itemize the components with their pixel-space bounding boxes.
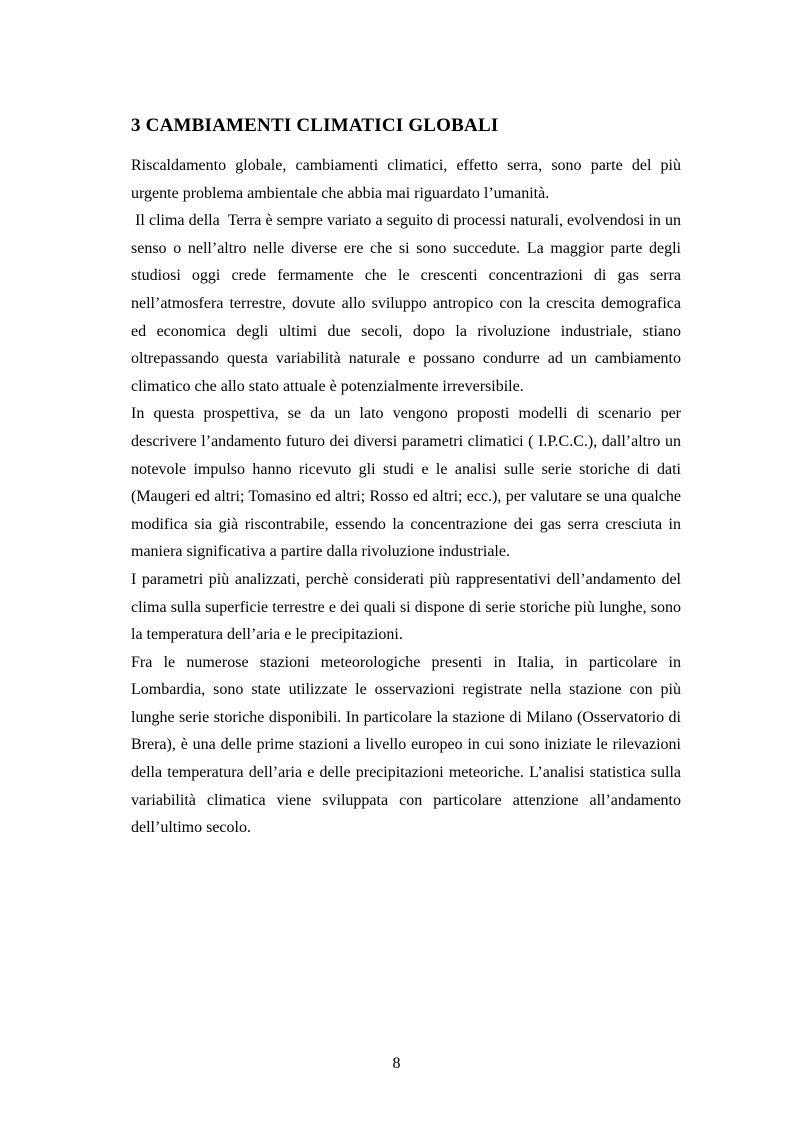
- paragraph-parameters: I parametri più analizzati, perchè considerati più rappresentativi dell’andamento del clima sulla superficie terrestre e dei quali si dispone di serie storiche più lunghe, sono la temperatura dell’aria e le precipitazioni.: [131, 570, 681, 644]
- body-text: [131, 152, 681, 842]
- chapter-heading: 3 CAMBIAMENTI CLIMATICI GLOBALI: [131, 115, 499, 136]
- paragraph-stations: Fra le numerose stazioni meteorologiche presenti in Italia, in particolare in Lombardia, sono state utilizzate le osservazioni registrate nella stazione con più lunghe serie storiche disponibili. In particolare la stazione di Milano (Osservatorio di Brera), è una delle prime stazioni a livello europeo in cui sono iniziate le rilevazioni della temperatura dell’aria e delle precipitazioni meteoriche. L’analisi statistica sulla variabilità climatica viene sviluppata con particolare attenzione all’andamento dell’ultimo secolo.: [131, 653, 681, 837]
- paragraph-perspective: In questa prospettiva, se da un lato vengono proposti modelli di scenario per descrivere l’andamento futuro dei diversi parametri climatici ( I.P.C.C.), dall’altro un notevole impulso hanno ricevuto gli studi e le analisi sulle serie storiche di dati (Maugeri ed altri; Tomasino ed altri; Rosso ed altri; ecc.), per valutare se una qualche modifica sia già riscontrabile, essendo la concentrazione dei gas serra cresciuta in maniera significativa a partire dalla rivoluzione industriale.: [131, 405, 681, 561]
- page-number: 8: [392, 1055, 401, 1072]
- paragraph-intro: Riscaldamento globale, cambiamenti climatici, effetto serra, sono parte del più urgente problema ambientale che abbia mai riguardato l’umanità.: [131, 157, 681, 202]
- paragraph-climate-history: Il clima della Terra è sempre variato a seguito di processi naturali, evolvendosi in un senso o nell’altro nelle diverse ere che si sono succedute. La maggior parte degli studiosi oggi crede fermamente che le crescenti concentrazioni di gas serra nell’atmosfera terrestre, dovute allo sviluppo antropico con la crescita demografica ed economica degli ultimi due secoli, dopo la rivoluzione industriale, stiano oltrepassando questa variabilità naturale e possano condurre ad un cambiamento climatico che allo stato attuale è potenzialmente irreversibile.: [131, 212, 681, 395]
